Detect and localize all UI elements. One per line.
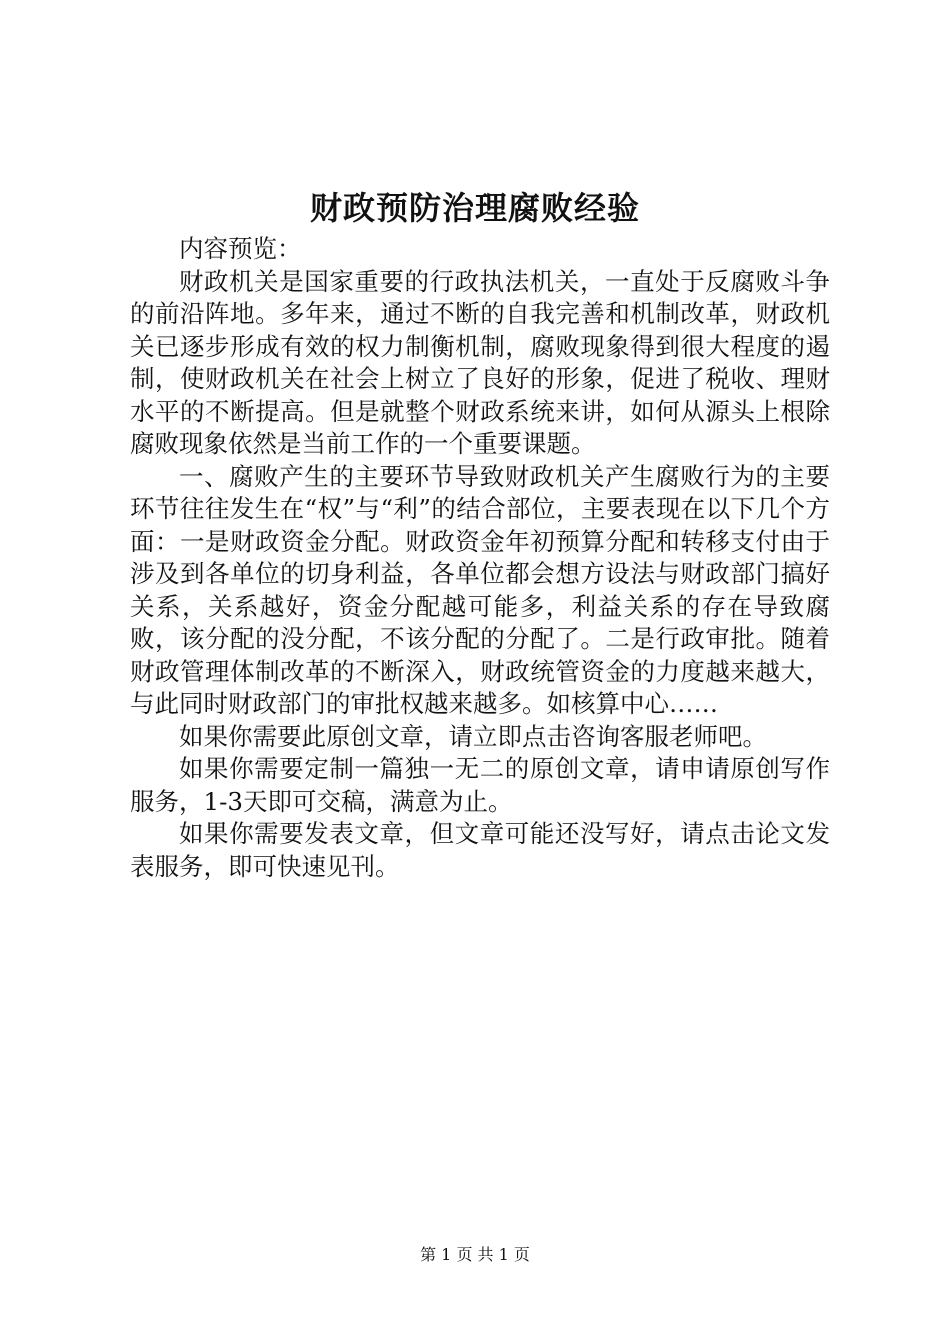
document-body bbox=[130, 233, 830, 883]
paragraph-publish-service-link[interactable]: 如果你需要发表文章，但文章可能还没写好，请点击论文发表服务，即可快速见刊。 bbox=[130, 819, 830, 881]
paragraph-intro: 财政机关是国家重要的行政执法机关，一直处于反腐败斗争的前沿阵地。多年来，通过不断的自我完善和机制改革，财政机关已逐步形成有效的权力制衡机制，腐败现象得到很大程度的遏制，使财政机关在社会上树立了良好的形象，促进了税收、理财水平的不断提高。但是就整个财政系统来讲，如何从源头上根除腐败现象依然是当前工作的一个重要课题。 bbox=[130, 266, 830, 458]
paragraph-custom-writing-link[interactable]: 如果你需要定制一篇独一无二的原创文章，请申请原创写作服务，1-3天即可交稿，满意为止。 bbox=[130, 754, 830, 816]
document-title: 财政预防治理腐败经验 bbox=[309, 189, 640, 227]
paragraph-consult-link[interactable]: 如果你需要此原创文章，请立即点击咨询客服老师吧。 bbox=[179, 721, 767, 751]
paragraph-section-one: 一、腐败产生的主要环节导致财政机关产生腐败行为的主要环节往往发生在“权”与“利”的结合部位，主要表现在以下几个方面：一是财政资金分配。财政资金年初预算分配和转移支付由于涉及到各单位的切身利益，各单位都会想方设法与财政部门搞好关系，关系越好，资金分配越可能多，利益关系的存在导致腐败，该分配的没分配，不该分配的分配了。二是行政审批。随着财政管理体制改革的不断深入，财政统管资金的力度越来越大，与此同时财政部门的审批权越来越多。如核算中心…… bbox=[130, 461, 830, 718]
preview-label: 内容预览： bbox=[179, 234, 302, 263]
page-number-footer: 第 1 页 共 1 页 bbox=[420, 1245, 530, 1264]
